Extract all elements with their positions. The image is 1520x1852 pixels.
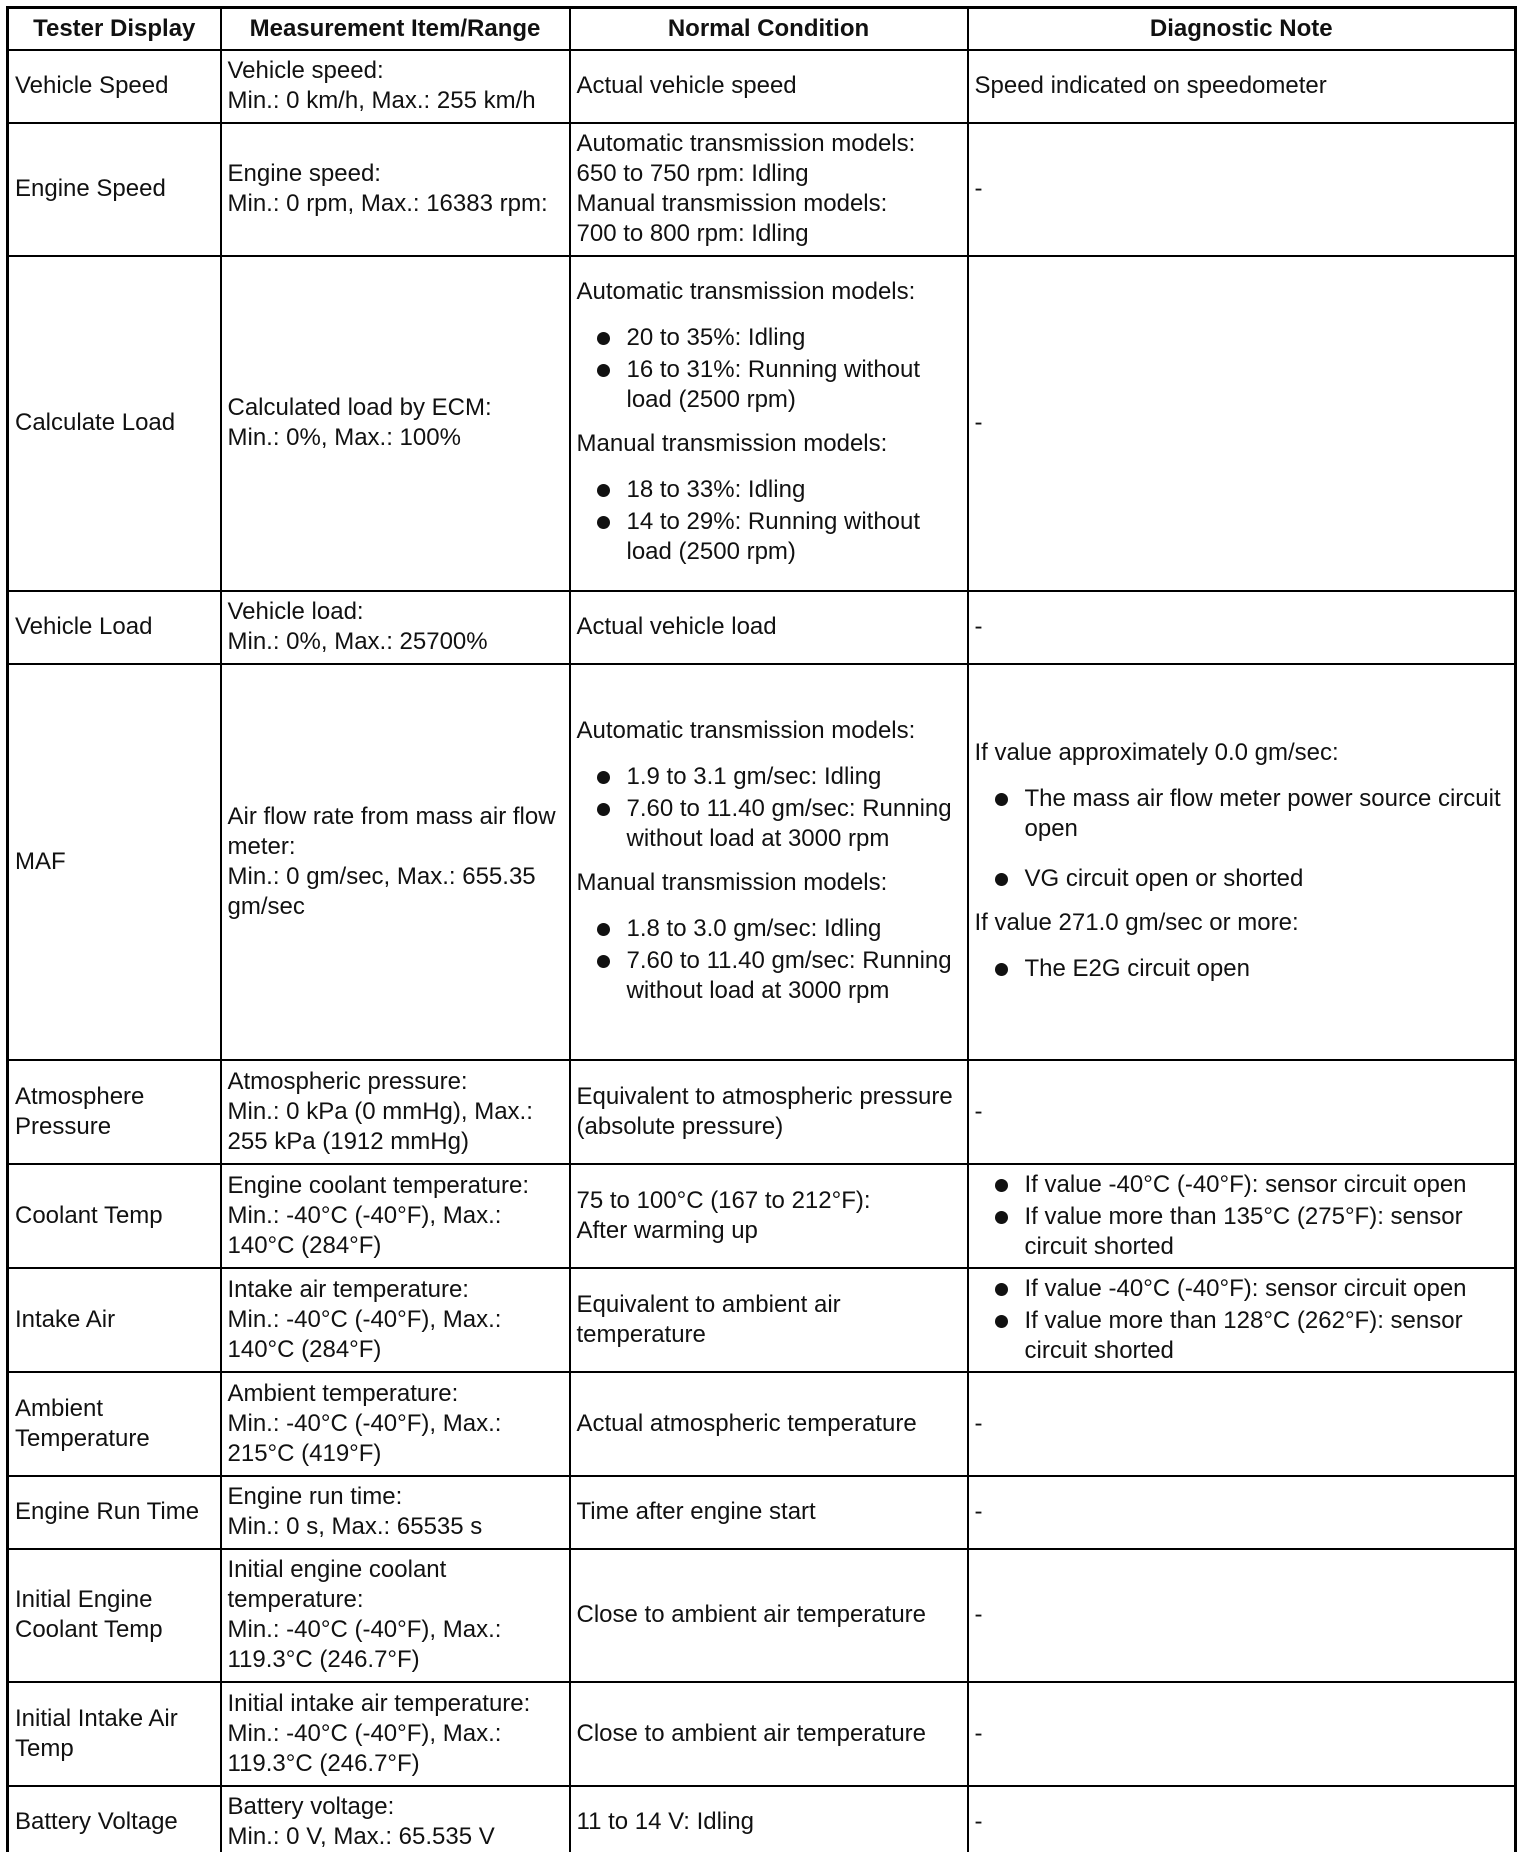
list-item: 7.60 to 11.40 gm/sec: Running without load at 3000 rpm [577, 794, 961, 854]
condition-line: After warming up [576, 1216, 758, 1244]
cell-range [221, 591, 570, 664]
condition-line: 700 to 800 rpm: Idling [576, 220, 809, 247]
list-item: 1.8 to 3.0 gm/sec: Idling [577, 914, 961, 944]
cell-condition [570, 1682, 968, 1786]
range-values: Min.: 0%, Max.: 100% [227, 424, 461, 451]
condition-text: Time after engine start [576, 1498, 816, 1525]
table-header-row [8, 8, 1516, 50]
cell-display: Vehicle Load [8, 591, 221, 664]
range-values: Min.: 0 gm/sec, Max.: 655.35 gm/sec [227, 862, 536, 920]
cell-range [221, 50, 570, 123]
cell-range [221, 1060, 570, 1164]
cell-note: - [968, 591, 1516, 664]
list-item: 14 to 29%: Running without load (2500 rpm) [577, 507, 961, 567]
list-item: If value more than 135°C (275°F): sensor circuit shorted [975, 1202, 1509, 1262]
list-item: If value -40°C (-40°F): sensor circuit open [975, 1274, 1509, 1304]
cell-condition [570, 1268, 968, 1372]
condition-text: Actual atmospheric temperature [576, 1409, 917, 1437]
cell-condition [570, 664, 968, 1060]
table-row [8, 1268, 1516, 1372]
cell-display: Calculate Load [8, 256, 221, 591]
range-label: Intake air temperature: [227, 1275, 469, 1303]
range-label: Initial intake air temperature: [227, 1689, 531, 1717]
cell-condition [570, 1060, 968, 1164]
list-item: If value more than 128°C (262°F): sensor circuit shorted [975, 1306, 1509, 1366]
table-row [8, 1476, 1516, 1549]
condition-text: Close to ambient air temperature [576, 1719, 926, 1747]
range-label: Battery voltage: [227, 1792, 395, 1820]
range-values: Min.: -40°C (-40°F), Max.: 140°C (284°F) [227, 1305, 502, 1363]
header-normal-condition: Normal Condition [570, 8, 968, 50]
condition-text: Close to ambient air temperature [576, 1601, 926, 1628]
cell-display: Ambient Temperature [8, 1372, 221, 1476]
cell-condition [570, 591, 968, 664]
header-tester-display: Tester Display [8, 8, 221, 50]
cell-display: MAF [8, 664, 221, 1060]
cell-note [968, 1268, 1516, 1372]
range-values: Min.: 0%, Max.: 25700% [227, 628, 488, 655]
list-item: 1.9 to 3.1 gm/sec: Idling [577, 762, 961, 792]
cell-condition [570, 1549, 968, 1682]
cell-range [221, 1549, 570, 1682]
cell-display: Initial Engine Coolant Temp [8, 1549, 221, 1682]
list-item: The E2G circuit open [975, 954, 1509, 984]
cell-range [221, 1786, 570, 1852]
cell-range [221, 1164, 570, 1268]
condition-bullets-at [577, 323, 961, 415]
cell-condition [570, 256, 968, 591]
condition-text: Actual vehicle load [576, 613, 777, 640]
list-item: If value -40°C (-40°F): sensor circuit open [975, 1170, 1509, 1200]
note-bullets [975, 1170, 1509, 1262]
range-values: Min.: -40°C (-40°F), Max.: 140°C (284°F) [227, 1201, 502, 1259]
cell-note: - [968, 1786, 1516, 1852]
range-label: Initial engine coolant temperature: [227, 1556, 447, 1613]
cell-display: Engine Speed [8, 123, 221, 256]
range-label: Engine run time: [227, 1483, 403, 1510]
cell-range [221, 1372, 570, 1476]
cell-display: Coolant Temp [8, 1164, 221, 1268]
cell-range [221, 1268, 570, 1372]
list-item: The mass air flow meter power source circuit open [975, 784, 1509, 844]
condition-bullets-mt [577, 475, 961, 567]
cell-range [221, 123, 570, 256]
condition-heading-mt: Manual transmission models: [576, 430, 888, 457]
condition-line: Automatic transmission models: [576, 130, 916, 157]
list-item: 20 to 35%: Idling [577, 323, 961, 353]
cell-note: - [968, 1549, 1516, 1682]
range-values: Min.: 0 km/h, Max.: 255 km/h [227, 87, 536, 114]
table-row [8, 1682, 1516, 1786]
cell-note: - [968, 123, 1516, 256]
condition-line: Manual transmission models: [576, 190, 888, 217]
range-label: Air flow rate from mass air flow meter: [227, 802, 556, 860]
range-values: Min.: 0 rpm, Max.: 16383 rpm: [227, 190, 548, 217]
condition-bullets-mt [577, 914, 961, 1006]
range-values: Min.: -40°C (-40°F), Max.: 119.3°C (246.7°F) [227, 1616, 502, 1673]
list-item: 16 to 31%: Running without load (2500 rpm) [577, 355, 961, 415]
table-row [8, 1549, 1516, 1682]
condition-line: 650 to 750 rpm: Idling [576, 160, 809, 187]
table-row [8, 50, 1516, 123]
cell-condition [570, 1476, 968, 1549]
cell-condition [570, 123, 968, 256]
cell-note: Speed indicated on speedometer [968, 50, 1516, 123]
list-item: 18 to 33%: Idling [577, 475, 961, 505]
range-label: Ambient temperature: [227, 1379, 459, 1407]
range-label: Vehicle speed: [227, 57, 384, 84]
range-label: Vehicle load: [227, 598, 364, 625]
condition-bullets-at [577, 762, 961, 854]
condition-text: Equivalent to atmospheric pressure (absolute pressure) [576, 1082, 953, 1140]
range-label: Atmospheric pressure: [227, 1067, 468, 1095]
range-values: Min.: -40°C (-40°F), Max.: 119.3°C (246.7°F) [227, 1719, 502, 1777]
range-values: Min.: 0 V, Max.: 65.535 V [227, 1822, 495, 1850]
condition-text: Actual vehicle speed [576, 72, 797, 99]
condition-text: Equivalent to ambient air temperature [576, 1290, 841, 1348]
cell-display: Initial Intake Air Temp [8, 1682, 221, 1786]
table-row [8, 1372, 1516, 1476]
list-item: VG circuit open or shorted [975, 864, 1509, 894]
cell-display: Battery Voltage [8, 1786, 221, 1852]
cell-note [968, 664, 1516, 1060]
cell-display: Engine Run Time [8, 1476, 221, 1549]
table-row [8, 1164, 1516, 1268]
condition-text: 11 to 14 V: Idling [576, 1807, 754, 1835]
condition-heading-at: Automatic transmission models: [576, 716, 916, 744]
condition-line: 75 to 100°C (167 to 212°F): [576, 1186, 871, 1214]
cell-note: - [968, 256, 1516, 591]
cell-range [221, 1682, 570, 1786]
cell-condition [570, 1786, 968, 1852]
note-heading-high: If value 271.0 gm/sec or more: [974, 908, 1299, 936]
condition-heading-mt: Manual transmission models: [576, 868, 888, 896]
table-row [8, 123, 1516, 256]
diagnostic-data-table [6, 6, 1517, 1852]
range-label: Calculated load by ECM: [227, 394, 492, 421]
range-label: Engine coolant temperature: [227, 1171, 530, 1199]
header-measurement-item: Measurement Item/Range [221, 8, 570, 50]
cell-condition [570, 1372, 968, 1476]
cell-condition [570, 50, 968, 123]
cell-display: Intake Air [8, 1268, 221, 1372]
cell-note: - [968, 1060, 1516, 1164]
range-label: Engine speed: [227, 160, 381, 187]
note-heading-low: If value approximately 0.0 gm/sec: [974, 738, 1339, 766]
cell-range [221, 1476, 570, 1549]
cell-note: - [968, 1372, 1516, 1476]
note-bullets-high [975, 954, 1509, 984]
cell-range [221, 664, 570, 1060]
table-row [8, 591, 1516, 664]
range-values: Min.: -40°C (-40°F), Max.: 215°C (419°F) [227, 1409, 502, 1467]
table-row [8, 256, 1516, 591]
table-row [8, 664, 1516, 1060]
cell-note [968, 1164, 1516, 1268]
list-item: 7.60 to 11.40 gm/sec: Running without load at 3000 rpm [577, 946, 961, 1006]
cell-display: Atmosphere Pressure [8, 1060, 221, 1164]
cell-note: - [968, 1682, 1516, 1786]
condition-heading-at: Automatic transmission models: [576, 278, 916, 305]
cell-condition [570, 1164, 968, 1268]
cell-display: Vehicle Speed [8, 50, 221, 123]
cell-range [221, 256, 570, 591]
range-values: Min.: 0 kPa (0 mmHg), Max.: 255 kPa (1912 mmHg) [227, 1097, 533, 1155]
range-values: Min.: 0 s, Max.: 65535 s [227, 1513, 483, 1540]
table-row [8, 1786, 1516, 1852]
table-row [8, 1060, 1516, 1164]
note-bullets-low [975, 784, 1509, 894]
header-diagnostic-note: Diagnostic Note [968, 8, 1516, 50]
note-bullets [975, 1274, 1509, 1366]
cell-note: - [968, 1476, 1516, 1549]
